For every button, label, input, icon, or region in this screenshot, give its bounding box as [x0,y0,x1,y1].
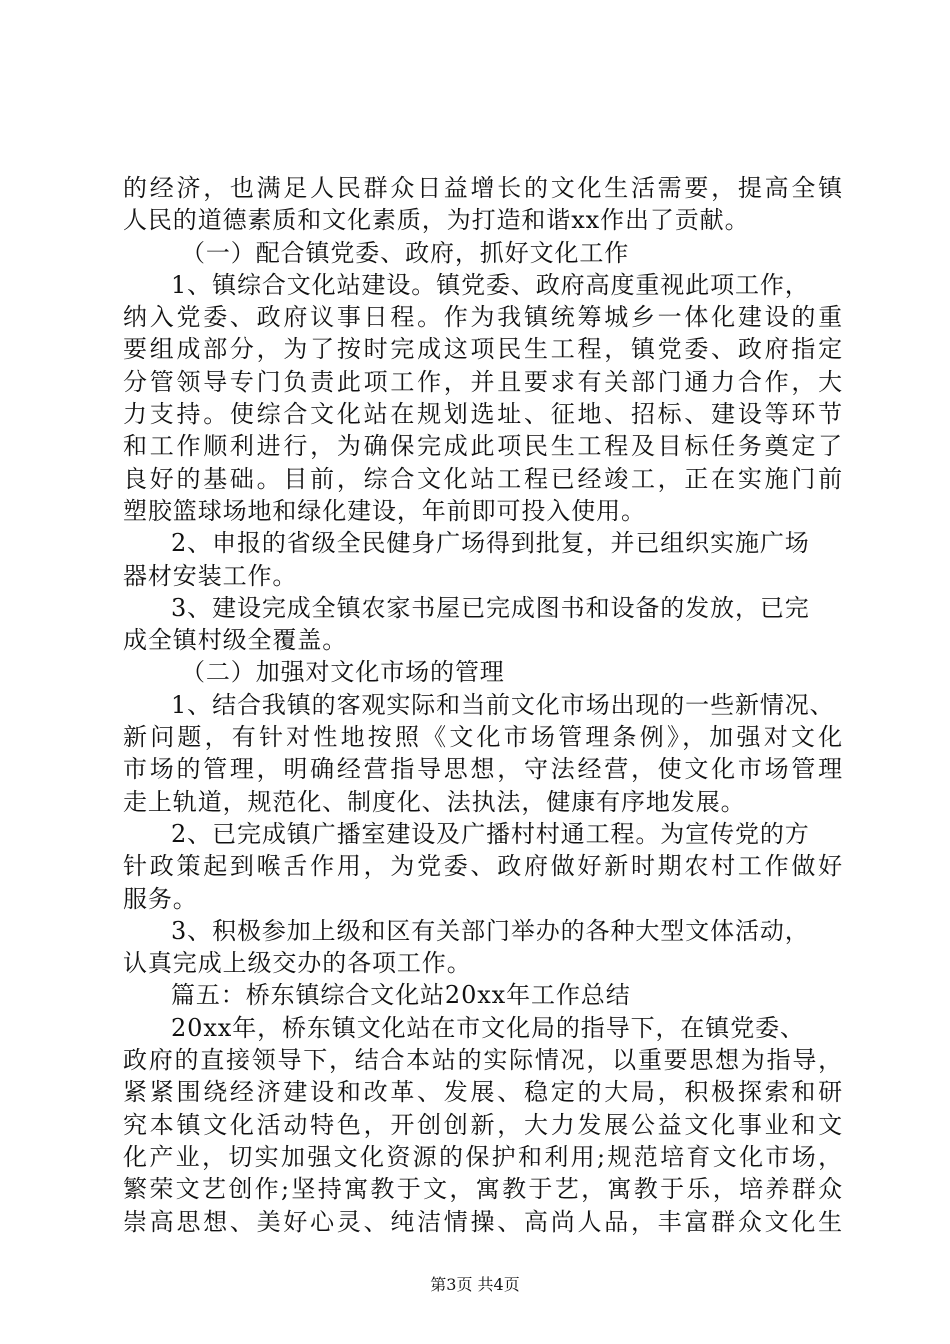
text-line: 1、镇综合文化站建设。镇党委、政府高度重视此项工作， [171,270,810,299]
text-line: 繁荣文艺创作;坚持寓教于文，寓教于艺，寓教于乐，培养群众 [123,1175,843,1204]
text-line: 服务。 [123,884,198,913]
text-line: 良好的基础。目前，综合文化站工程已经竣工，正在实施门前 [123,464,843,493]
text-line: 走上轨道，规范化、制度化、法执法，健康有序地发展。 [123,787,746,816]
text-line: 1、结合我镇的客观实际和当前文化市场出现的一些新情况、 [171,690,835,719]
text-line: 成全镇村级全覆盖。 [123,626,348,655]
text-line: 究本镇文化活动特色，开创创新，大力发展公益文化事业和文 [123,1110,843,1139]
text-line: 20xx年，桥东镇文化站在市文化局的指导下，在镇党委、 [171,1013,805,1042]
text-line: 认真完成上级交办的各项工作。 [123,949,472,978]
text-line: 化产业，切实加强文化资源的保护和利用;规范培育文化市场， [123,1142,843,1171]
page-number-footer: 第3页 共4页 [430,1275,520,1294]
text-line: 力支持。使综合文化站在规划选址、征地、招标、建设等环节 [123,400,843,429]
text-line: 紧紧围绕经济建设和改革、发展、稳定的大局，积极探索和研 [123,1078,843,1107]
text-line: 新问题，有针对性地按照《文化市场管理条例》，加强对文化 [123,723,843,752]
section-heading: （二）加强对文化市场的管理 [181,658,505,687]
text-line: 和工作顺利进行，为确保完成此项民生工程及目标任务奠定了 [123,432,843,461]
article-title: 篇五：桥东镇综合文化站20xx年工作总结 [171,981,631,1010]
text-line: 塑胶篮球场地和绿化建设，年前即可投入使用。 [123,496,646,525]
text-line: 政府的直接领导下，结合本站的实际情况，以重要思想为指导， [123,1046,843,1075]
text-line: 要组成部分，为了按时完成这项民生工程，镇党委、政府指定 [123,335,843,364]
text-line: 崇高思想、美好心灵、纯洁情操、高尚人品，丰富群众文化生 [123,1207,843,1236]
text-line: 2、已完成镇广播室建设及广播村村通工程。为宣传党的方 [171,819,810,848]
document-body [123,172,843,1238]
section-heading: （一）配合镇党委、政府，抓好文化工作 [181,238,630,267]
text-line: 3、建设完成全镇农家书屋已完成图书和设备的发放，已完 [171,593,810,622]
text-line: 人民的道德素质和文化素质，为打造和谐xx作出了贡献。 [123,206,750,235]
text-line: 市场的管理，明确经营指导思想，守法经营，使文化市场管理 [123,755,843,784]
text-line: 的经济，也满足人民群众日益增长的文化生活需要，提高全镇 [123,174,843,202]
text-line: 分管领导专门负责此项工作，并且要求有关部门通力合作，大 [123,367,843,396]
text-line: 3、积极参加上级和区有关部门举办的各种大型文体活动， [171,916,810,945]
text-line: 纳入党委、政府议事日程。作为我镇统筹城乡一体化建设的重 [123,303,843,332]
text-line: 器材安装工作。 [123,561,298,590]
text-line: 针政策起到喉舌作用，为党委、政府做好新时期农村工作做好 [123,852,843,881]
text-line: 2、申报的省级全民健身广场得到批复，并已组织实施广场 [171,529,810,558]
